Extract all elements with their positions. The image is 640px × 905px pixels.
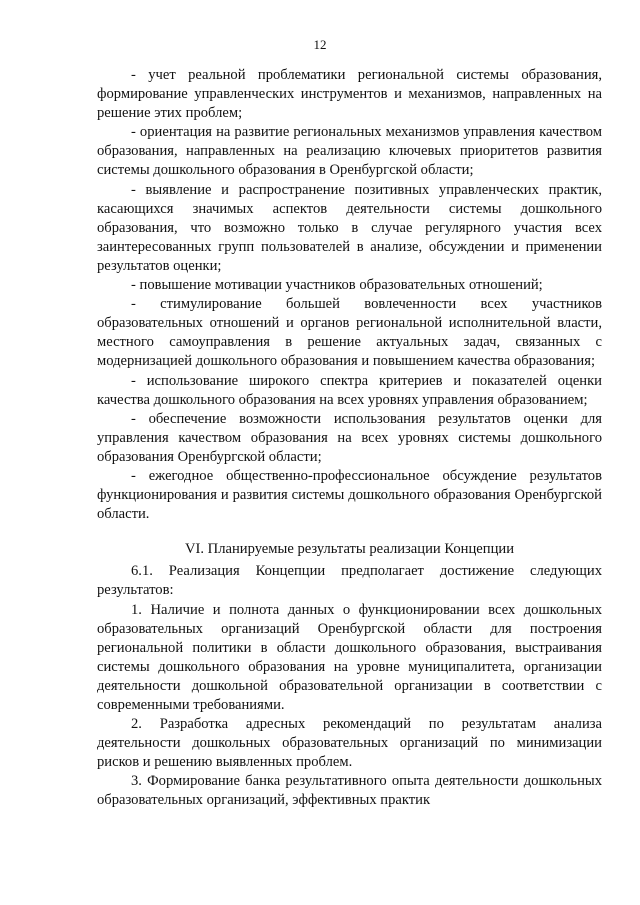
result-item: 1. Наличие и полнота данных о функционировании всех дошкольных образовательных организаций Оренбургской области для построения региональной политики в области дошкольного образования, выстраивания системы дошкольного образования на уровне муниципалитета, организации деятельности дошкольной образовательной организации в соответствии с современными требованиями. bbox=[97, 601, 602, 713]
bullet-paragraph: - ежегодное общественно-профессиональное обсуждение результатов функционирования и развития системы дошкольного образования Оренбургской области. bbox=[97, 467, 602, 523]
bullet-paragraph: - стимулирование большей вовлеченности всех участников образовательных отношений и органов региональной исполнительной власти, местного самоуправления в решение актуальных задач, связанных с модернизацией дошкольного образования и повышением качества образования; bbox=[97, 296, 602, 370]
section-intro: 6.1. Реализация Концепции предполагает достижение следующих результатов: bbox=[97, 563, 602, 599]
page-number: 12 bbox=[313, 37, 327, 52]
section-heading: VI. Планируемые результаты реализации Концепции bbox=[184, 541, 514, 558]
bullet-paragraph: - использование широкого спектра критериев и показателей оценки качества дошкольного образования на всех уровнях управления образованием; bbox=[97, 372, 602, 408]
bullet-paragraph: - учет реальной проблематики региональной системы образования, формирование управленческих инструментов и механизмов, направленных на решение этих проблем; bbox=[97, 67, 602, 122]
bullet-paragraph: - повышение мотивации участников образовательных отношений; bbox=[131, 277, 543, 294]
page-content bbox=[97, 66, 602, 811]
result-item: 3. Формирование банка результативного опыта деятельности дошкольных образовательных организаций, эффективных практик bbox=[97, 773, 602, 809]
bullet-paragraph: - обеспечение возможности использования результатов оценки для управления качеством образования на всех уровнях системы дошкольного образования Оренбургской области; bbox=[97, 410, 602, 465]
result-item: 2. Разработка адресных рекомендаций по результатам анализа деятельности дошкольных образовательных организаций по минимизации рисков и решению выявленных проблем. bbox=[97, 716, 602, 771]
bullet-paragraph: - выявление и распространение позитивных управленческих практик, касающихся значимых аспектов деятельности системы дошкольного образования, что возможно только в случае регулярного участия всех заинтересованных групп пользователей в анализе, обсуждении и применении результатов оценки; bbox=[97, 181, 602, 274]
bullet-paragraph: - ориентация на развитие региональных механизмов управления качеством образования, направленных на реализацию ключевых приоритетов развития системы дошкольного образования в Оренбургской области; bbox=[97, 124, 602, 179]
